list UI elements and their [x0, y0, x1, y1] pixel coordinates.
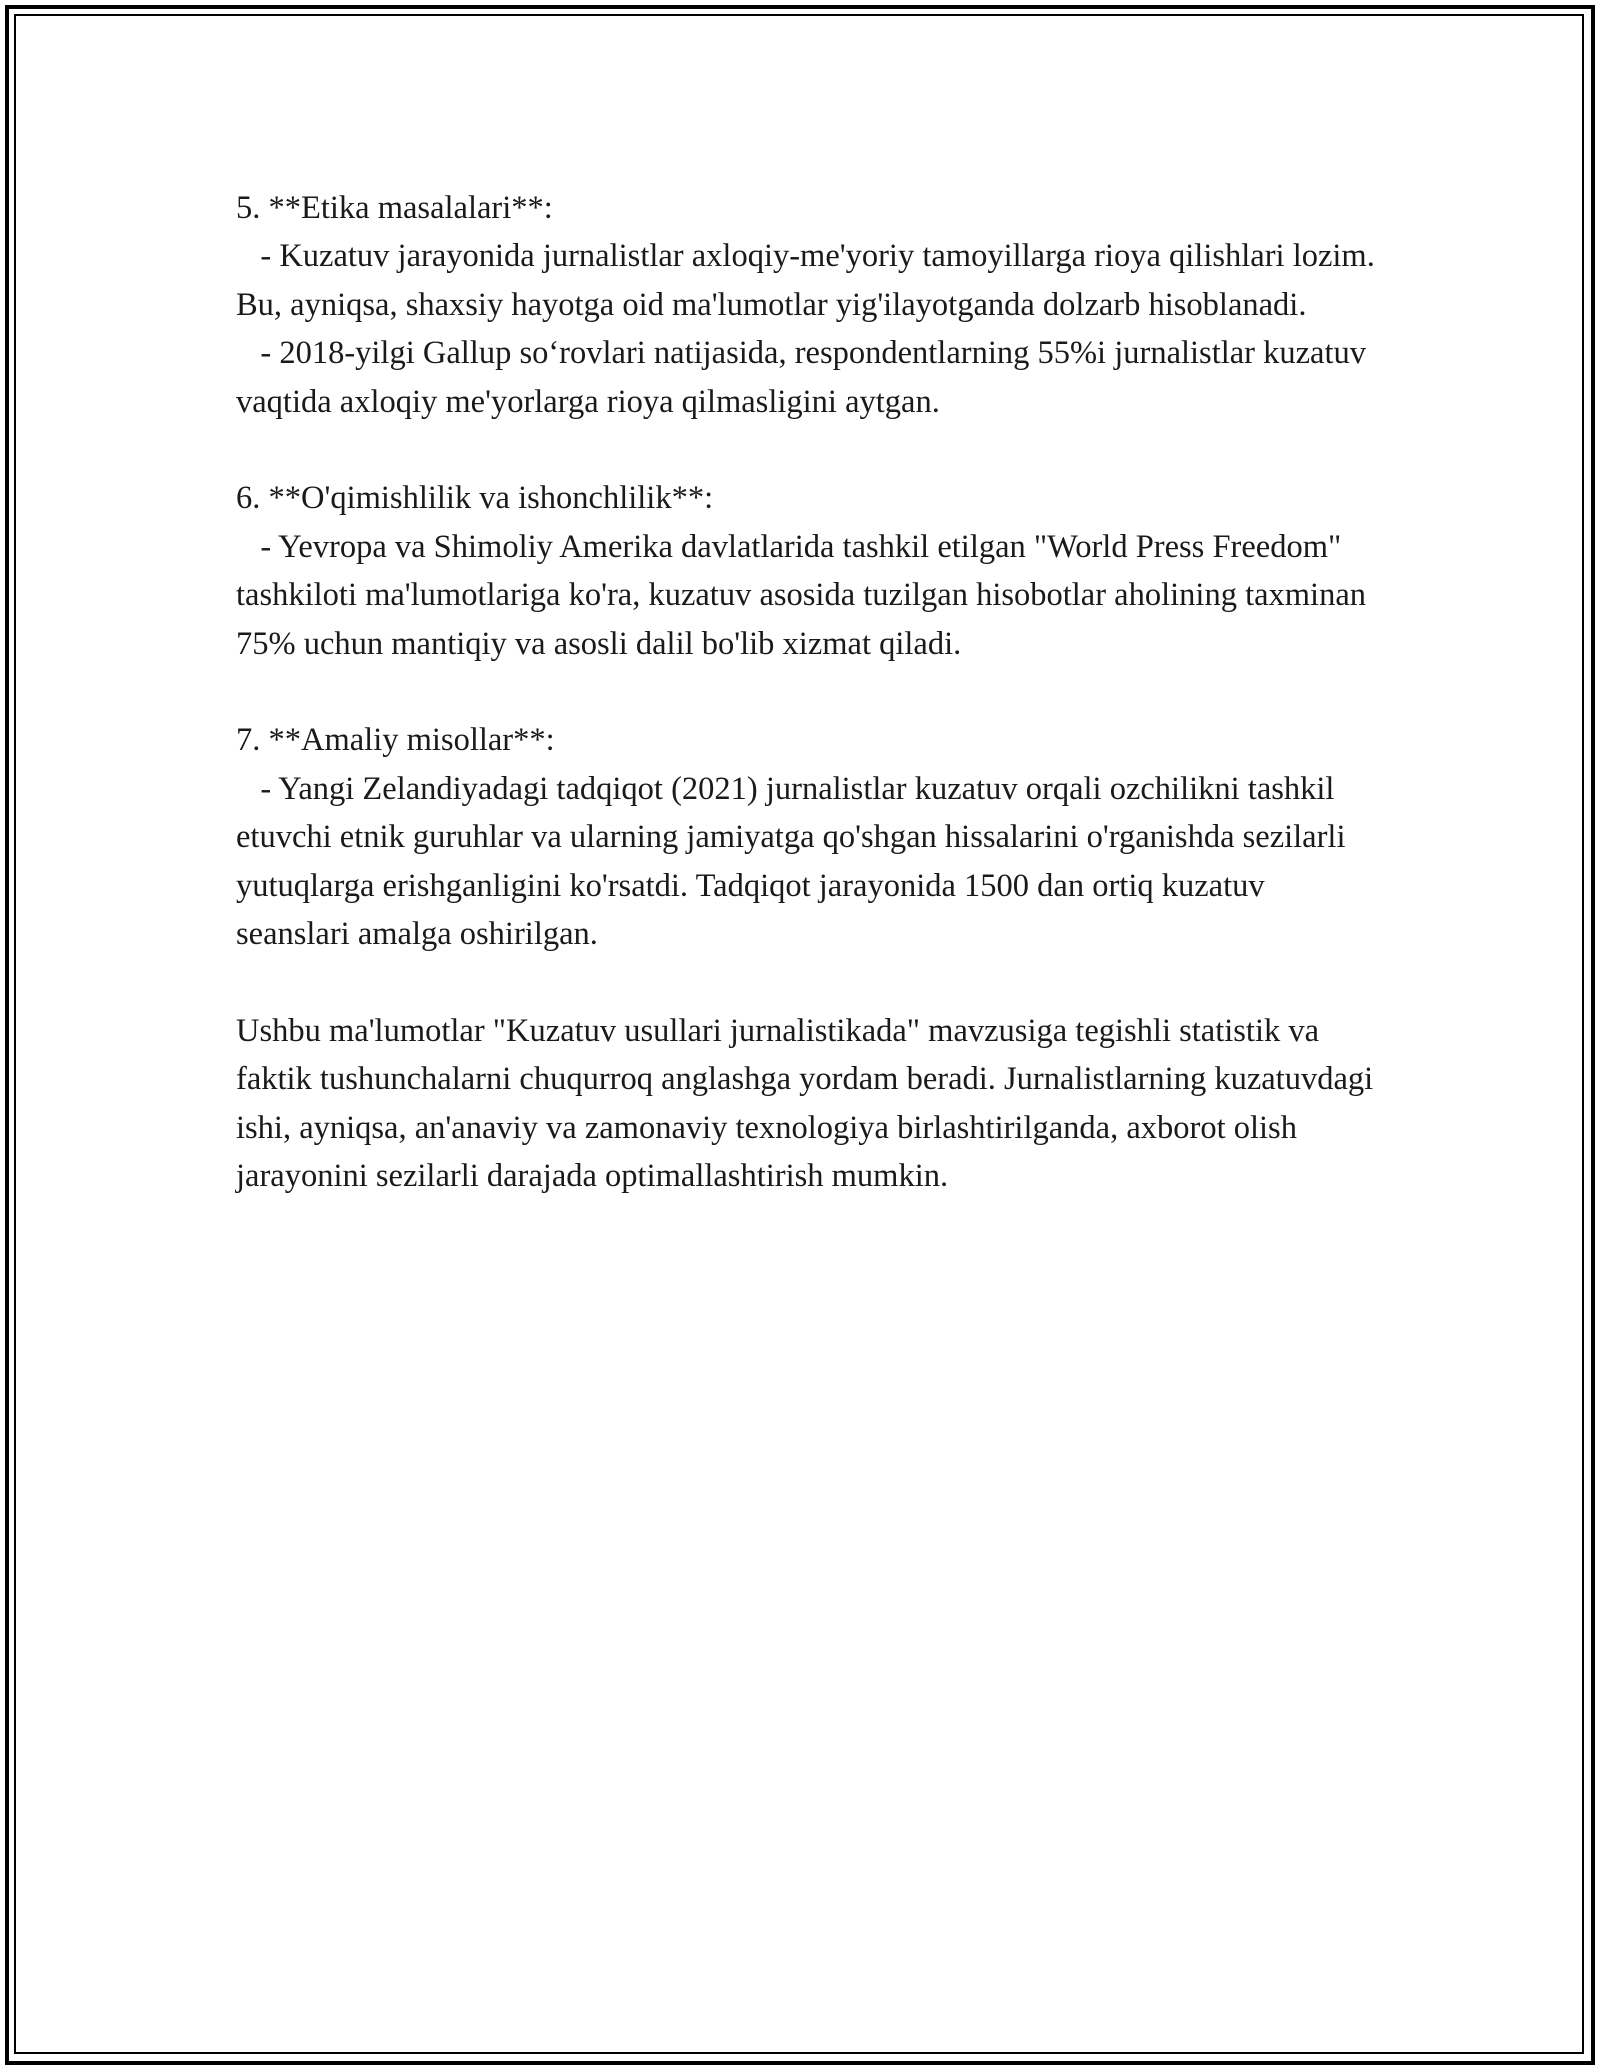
paragraph-spacer [236, 958, 1376, 1006]
conclusion-paragraph: Ushbu ma'lumotlar "Kuzatuv usullari jurnalistikada" mavzusiga tegishli statistik va faktik tushunchalarni chuqurroq anglashga yordam beradi. Jurnalistlarning kuzatuvdagi ishi, ayniqsa, an'anaviy va zamonaviy texnologiya birlashtirilganda, axborot olish jarayonini sezilarli darajada optimallashtirish mumkin. [236, 1012, 1382, 1195]
section-item-ethics-2: - 2018-yilgi Gallup so‘rovlari natijasida, respondentlarning 55%i jurnalistlar kuzatuv vaqtida axloqiy me'yorlarga rioya qilmasligini aytgan. [236, 335, 1375, 420]
paragraph-spacer [236, 668, 1376, 716]
section-item-examples-1: - Yangi Zelandiyadagi tadqiqot (2021) jurnalistlar kuzatuv orqali ozchilikni tashkil etuvchi etnik guruhlar va ularning jamiyatga qo'shgan hissalarini o'rganishda sezilarli yutuqlarga erishganligini ko'rsatdi. Tadqiqot jarayonida 1500 dan ortiq kuzatuv seanslari amalga oshirilgan. [236, 770, 1354, 953]
section-item-reliability-1: - Yevropa va Shimoliy Amerika davlatlarida tashkil etilgan "World Press Freedom" tashkiloti ma'lumotlariga ko'ra, kuzatuv asosida tuzilgan hisobotlar aholining taxminan 75% uchun mantiqiy va asosli dalil bo'lib xizmat qiladi. [236, 528, 1375, 662]
section-heading-examples: 7. **Amaliy misollar**: [236, 722, 555, 759]
paragraph-spacer [236, 426, 1376, 474]
section-item-ethics-1: - Kuzatuv jarayonida jurnalistlar axloqiy-me'yoriy tamoyillarga rioya qilishlari lozim. Bu, ayniqsa, shaxsiy hayotga oid ma'lumotlar yig'ilayotganda dolzarb hisoblanadi. [236, 238, 1383, 323]
document-body [236, 184, 1383, 1200]
section-heading-reliability: 6. **O'qimishlilik va ishonchlilik**: [236, 480, 714, 517]
section-heading-ethics: 5. **Etika masalalari**: [236, 190, 553, 226]
